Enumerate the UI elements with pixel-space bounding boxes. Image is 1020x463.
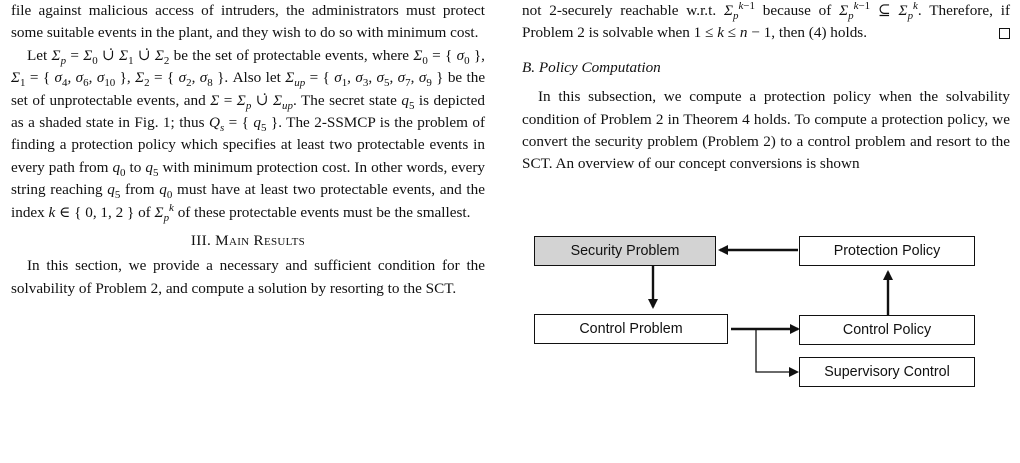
left-column	[11, 0, 485, 300]
left-paragraph-1: file against malicious access of intruders, the administrators must protect some suitable events in the plant, and they wish to do so with minimum cost.	[11, 2, 485, 42]
control-problem-box: Control Problem	[534, 314, 728, 344]
subsection-heading: B. Policy Computation	[522, 58, 661, 76]
qed-square-icon	[999, 28, 1010, 39]
right-paragraph-2: In this subsection, we compute a protection policy when the solvability condition of Problem 2 in Theorem 4 holds. To compute a protection policy, we convert the security problem (Problem 2) to a control problem and resort to the SCT. An overview of our concept conversions is shown	[522, 88, 1010, 173]
security-problem-box: Security Problem	[534, 236, 716, 266]
supervisory-control-box: Supervisory Control	[799, 357, 975, 387]
protection-policy-box: Protection Policy	[799, 236, 975, 266]
left-paragraph-2: Let $\Sigma_p = \Sigma_0$ ∪̇ $\Sigma_1$ ∪̇ $\Sigma_2$ be the set of protectable events, where $\Sigma_0$ = { $\sigma_0$ }, $\Sigma_1$ = { $\sigma_4$, $\sigma_6$, $\sigma_{10}$ }, $\Sigma_2$ = { $\sigma_2$, $\sigma_8$ }. Also let $\Sigma_{up}$ = { $\sigma_1$, $\sigma_3$, $\sigma_5$, $\sigma_7$, $\sigma_9$ } be the set of unprotectable events, and $\Sigma = \Sigma_p$ ∪̇ $\Sigma_{up}$. The secret state $q_5$ is depicted as a shaded state in Fig. 1; thus $Q_s$ = { $q_5$ }. The 2-SSMCP is the problem of finding a protection policy which specifies at least two protectable events in every path from $q_0$ to $q_5$ with minimum protection cost. In other words, every string reaching $q_5$ from $q_0$ must have at least two protectable events, and the index k ∈ { 0, 1, 2 } of $\Sigma_p^k$ of these protectable events must be the smallest.	[11, 46, 486, 224]
concept-conversion-diagram	[522, 214, 1010, 463]
section-heading: III. Main Results	[190, 232, 306, 250]
arrow-supervisory-control	[756, 329, 797, 372]
left-paragraph-3: In this section, we provide a necessary and sufficient condition for the solvability of Problem 2, and compute a solution by resorting to the SCT.	[11, 257, 485, 297]
right-paragraph-1: not 2-securely reachable w.r.t. $\Sigma_p^{k-1}$ because of $\Sigma_p^{k-1}$ ⊆ $\Sigma_p^k$. Therefore, if Problem 2 is solvable when 1 ≤ k ≤ n − 1, then (4) holds.	[522, 0, 1010, 42]
control-policy-box: Control Policy	[799, 315, 975, 345]
right-column	[522, 0, 1010, 176]
